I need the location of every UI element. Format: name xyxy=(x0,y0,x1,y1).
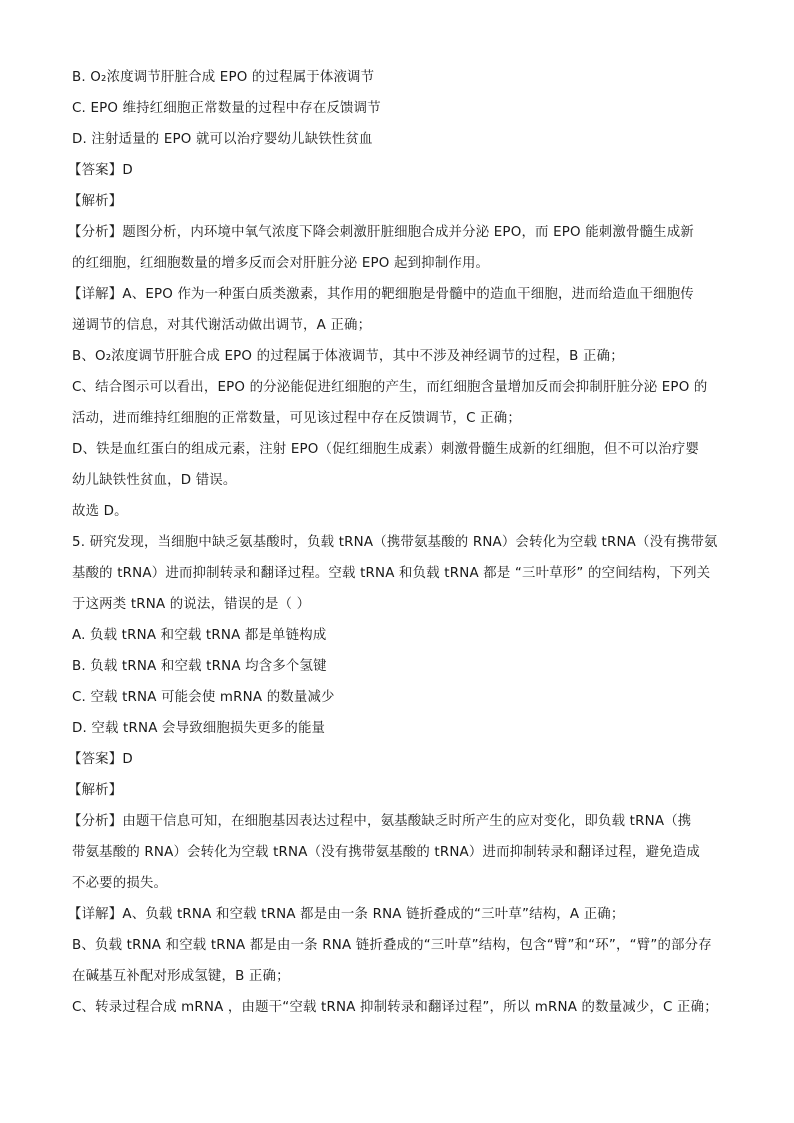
q5-option-a: A. 负载 tRNA 和空载 tRNA 都是单链构成 xyxy=(72,628,327,643)
q5-stem-line: 于这两类 tRNA 的说法，错误的是（ ） xyxy=(72,597,311,612)
q4-analysis-heading: 【解析】 xyxy=(68,194,123,209)
q5-fenxi xyxy=(68,806,734,899)
q5-option-b: B. 负载 tRNA 和空载 tRNA 均含多个氢键 xyxy=(72,659,327,674)
q4-xiangjie-b xyxy=(72,341,734,372)
q5-option-c: C. 空载 tRNA 可能会使 mRNA 的数量减少 xyxy=(72,690,335,705)
q5-answer: 【答案】D xyxy=(68,752,133,767)
q4-xiangjie-c-line: 活动，进而维持红细胞的正常数量，可见该过程中存在反馈调节，C 正确； xyxy=(72,411,521,426)
q4-xiangjie-b-line: B、O₂浓度调节肝脏合成 EPO 的过程属于体液调节，其中不涉及神经调节的过程，B 正确； xyxy=(72,349,624,364)
q4-xiangjie-a xyxy=(68,279,734,341)
q5-xiangjie-a-line: 【详解】A、负载 tRNA 和空载 tRNA 都是由一条 RNA 链折叠成的“三叶草”结构，A 正确； xyxy=(68,907,625,922)
q5-fenxi-line: 【分析】由题干信息可知，在细胞基因表达过程中，氨基酸缺乏时所产生的应对变化，即负载 tRNA（携 xyxy=(68,814,692,829)
q5-analysis-heading: 【解析】 xyxy=(68,783,123,798)
q4-xiangjie-d xyxy=(72,434,734,496)
q5-stem-line: 基酸的 tRNA）进而抑制转录和翻译过程。空载 tRNA 和负载 tRNA 都是 “三叶草形” 的空间结构，下列关 xyxy=(72,566,711,581)
q5-fenxi-line: 带氨基酸的 RNA）会转化为空载 tRNA（没有携带氨基酸的 tRNA）进而抑制转录和翻译过程，避免造成 xyxy=(72,845,700,860)
q4-xiangjie-d-line: 幼儿缺铁性贫血，D 错误。 xyxy=(72,473,237,488)
q5-fenxi-line: 不必要的损失。 xyxy=(72,876,168,891)
q5-stem-line: 5. 研究发现，当细胞中缺乏氨基酸时，负载 tRNA（携带氨基酸的 RNA）会转化为空载 tRNA（没有携带氨 xyxy=(72,535,718,550)
q5-stem xyxy=(72,527,734,620)
q4-option-d: D. 注射适量的 EPO 就可以治疗婴幼儿缺铁性贫血 xyxy=(72,132,373,147)
q4-xiangjie-c xyxy=(72,372,734,434)
q4-option-b: B. O₂浓度调节肝脏合成 EPO 的过程属于体液调节 xyxy=(72,70,375,85)
q4-xiangjie-d-line: D、铁是血红蛋白的组成元素，注射 EPO（促红细胞生成素）刺激骨髓生成新的红细胞，但不可以治疗婴 xyxy=(72,442,700,457)
q4-option-c: C. EPO 维持红细胞正常数量的过程中存在反馈调节 xyxy=(72,101,381,116)
q4-fenxi xyxy=(68,217,734,279)
q4-answer: 【答案】D xyxy=(68,163,133,178)
q5-xiangjie-b-line: 在碱基互补配对形成氢键，B 正确； xyxy=(72,969,290,984)
q5-xiangjie-c xyxy=(72,992,734,1023)
q4-fenxi-line: 【分析】题图分析，内环境中氧气浓度下降会刺激肝脏细胞合成并分泌 EPO，而 EPO 能刺激骨髓生成新 xyxy=(68,225,694,240)
q4-xiangjie-a-line: 递调节的信息，对其代谢活动做出调节，A 正确； xyxy=(72,318,372,333)
q5-xiangjie-a xyxy=(68,899,734,930)
q5-option-d: D. 空载 tRNA 会导致细胞损失更多的能量 xyxy=(72,721,326,736)
q4-conclusion: 故选 D。 xyxy=(72,504,128,519)
q5-xiangjie-b-line: B、负载 tRNA 和空载 tRNA 都是由一条 RNA 链折叠成的“三叶草”结构，包含“臂”和“环”，“臂”的部分存 xyxy=(72,938,712,953)
q4-xiangjie-c-line: C、结合图示可以看出，EPO 的分泌能促进红细胞的产生，而红细胞含量增加反而会抑制肝脏分泌 EPO 的 xyxy=(72,380,708,395)
q5-xiangjie-c-line: C、转录过程合成 mRNA ，由题干“空载 tRNA 抑制转录和翻译过程”，所以 mRNA 的数量减少，C 正确； xyxy=(72,1000,718,1015)
q4-fenxi-line: 的红细胞，红细胞数量的增多反而会对肝脏分泌 EPO 起到抑制作用。 xyxy=(72,256,490,271)
q4-xiangjie-a-line: 【详解】A、EPO 作为一种蛋白质类激素，其作用的靶细胞是骨髓中的造血干细胞，进而给造血干细胞传 xyxy=(68,287,694,302)
q5-xiangjie-b xyxy=(72,930,734,992)
